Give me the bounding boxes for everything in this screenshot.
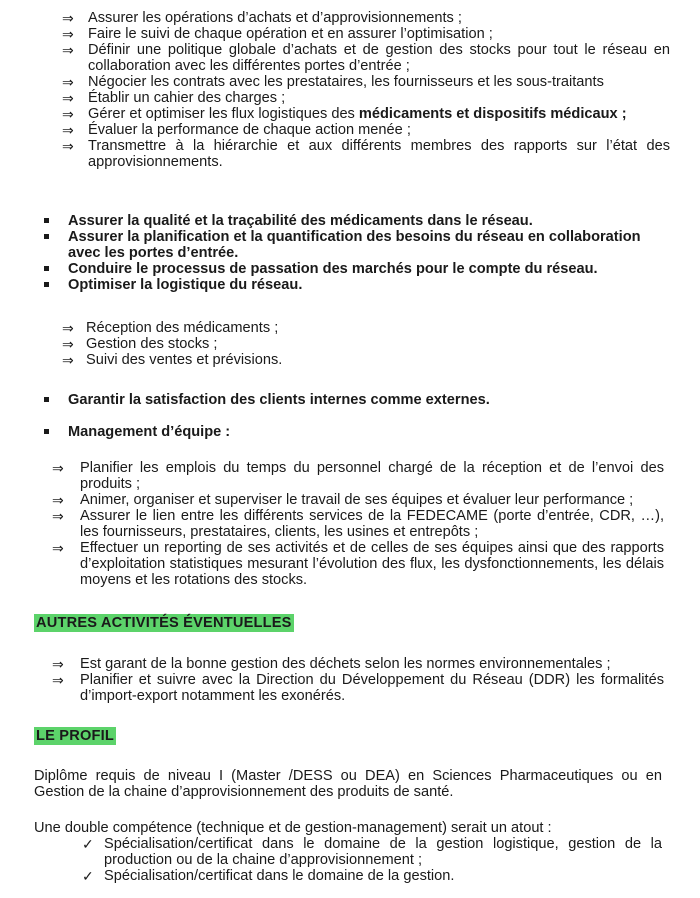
list-item: ⇒ Assurer les opérations d’achats et d’approvisionnements ; bbox=[62, 10, 462, 26]
arrow-icon: ⇒ bbox=[62, 106, 74, 122]
arrow-icon: ⇒ bbox=[52, 492, 64, 508]
bullet-item: Assurer la qualité et la traçabilité des médicaments dans le réseau. bbox=[44, 213, 670, 229]
list-item: ⇒ Gestion des stocks ; bbox=[62, 336, 218, 352]
list-item: ⇒ Animer, organiser et superviser le travail de ses équipes et évaluer leur performance ; bbox=[52, 492, 634, 508]
list-item: ⇒ Établir un cahier des charges ; bbox=[62, 90, 286, 106]
list-item: ✓ Spécialisation/certificat dans le domaine de la gestion. bbox=[82, 868, 455, 884]
list-item: ⇒ Planifier les emplois du temps du personnel chargé de la réception et de l’envoi des produits ; bbox=[52, 460, 664, 492]
arrow-icon: ⇒ bbox=[62, 336, 74, 352]
list-item: ⇒ Définir une politique globale d’achats et de gestion des stocks pour tout le réseau en collaboration avec les différentes portes d’entrée ; bbox=[62, 42, 670, 74]
arrow-icon: ⇒ bbox=[52, 508, 64, 524]
arrow-icon: ⇒ bbox=[52, 540, 64, 556]
list-item: ⇒ Négocier les contrats avec les prestataires, les fournisseurs et les sous-traitants bbox=[62, 74, 604, 90]
list-item: ⇒ Suivi des ventes et prévisions. bbox=[62, 352, 283, 368]
list-item: ✓ Spécialisation/certificat dans le domaine de la gestion logistique, gestion de la production ou de la chaine d’approvisionnement ; bbox=[82, 836, 662, 868]
list-item: ⇒ Faire le suivi de chaque opération et en assurer l’optimisation ; bbox=[62, 26, 493, 42]
list-item: ⇒ Transmettre à la hiérarchie et aux différents membres des rapports sur l’état des approvisionnements. bbox=[62, 138, 670, 170]
list-item: ⇒ Gérer et optimiser les flux logistiques des médicaments et dispositifs médicaux ; bbox=[62, 106, 627, 122]
management-bullet bbox=[44, 424, 670, 440]
profil-competence-paragraph: Une double compétence (technique et de gestion-management) serait un atout : bbox=[34, 820, 552, 836]
logistics-subtasks-list bbox=[62, 320, 562, 368]
list-item: ⇒ Est garant de la bonne gestion des déchets selon les normes environnementales ; bbox=[52, 656, 611, 672]
bullet-item: Assurer la planification et la quantification des besoins du réseau en collaboration avec les portes d’entrée. bbox=[44, 229, 670, 261]
square-bullet-icon bbox=[44, 218, 49, 223]
arrow-icon: ⇒ bbox=[52, 672, 64, 688]
checkmark-icon: ✓ bbox=[82, 836, 94, 852]
arrow-icon: ⇒ bbox=[62, 26, 74, 42]
square-bullet-icon bbox=[44, 234, 49, 239]
arrow-icon: ⇒ bbox=[62, 10, 74, 26]
arrow-icon: ⇒ bbox=[62, 352, 74, 368]
profil-diploma-paragraph: Diplôme requis de niveau I (Master /DESS ou DEA) en Sciences Pharmaceutiques ou en Gestion de la chaine d’approvisionnement des produits de santé. bbox=[34, 768, 662, 800]
team-management-list bbox=[52, 460, 664, 588]
bullet-item: Garantir la satisfaction des clients internes comme externes. bbox=[44, 392, 670, 408]
bullet-item: Management d’équipe : bbox=[44, 424, 670, 440]
list-item: ⇒ Assurer le lien entre les différents services de la FEDECAME (porte d’entrée, CDR, …), les fournisseurs, prestataires, clients, les usines et entrepôts ; bbox=[52, 508, 664, 540]
arrow-icon: ⇒ bbox=[62, 138, 74, 154]
square-bullet-icon bbox=[44, 266, 49, 271]
square-bullet-icon bbox=[44, 429, 49, 434]
specialisation-list bbox=[82, 836, 662, 884]
arrow-icon: ⇒ bbox=[62, 90, 74, 106]
main-responsibilities-list bbox=[44, 213, 670, 293]
section-title-autres-activites: AUTRES ACTIVITÉS ÉVENTUELLES bbox=[36, 615, 292, 631]
bullet-item: Conduire le processus de passation des marchés pour le compte du réseau. bbox=[44, 261, 670, 277]
square-bullet-icon bbox=[44, 397, 49, 402]
list-item: ⇒ Planifier et suivre avec la Direction du Développement du Réseau (DDR) les formalités d’import-export notamment les exonérés. bbox=[52, 672, 664, 704]
arrow-icon: ⇒ bbox=[52, 460, 64, 476]
checkmark-icon: ✓ bbox=[82, 868, 94, 884]
other-activities-list bbox=[52, 656, 664, 704]
arrow-icon: ⇒ bbox=[62, 74, 74, 90]
arrow-icon: ⇒ bbox=[62, 320, 74, 336]
section-title-profil: LE PROFIL bbox=[36, 728, 115, 744]
list-item: ⇒ Évaluer la performance de chaque action menée ; bbox=[62, 122, 411, 138]
list-item: ⇒ Réception des médicaments ; bbox=[62, 320, 279, 336]
arrow-icon: ⇒ bbox=[62, 122, 74, 138]
arrow-icon: ⇒ bbox=[62, 42, 74, 58]
arrow-icon: ⇒ bbox=[52, 656, 64, 672]
square-bullet-icon bbox=[44, 282, 49, 287]
satisfaction-bullet bbox=[44, 392, 670, 408]
procurement-tasks-list bbox=[62, 10, 670, 170]
bullet-item: Optimiser la logistique du réseau. bbox=[44, 277, 670, 293]
list-item: ⇒ Effectuer un reporting de ses activités et de celles de ses équipes ainsi que des rapports d’exploitation statistiques mesurant l’évolution des flux, les dysfonctionnements, les délais moyens et les rotations des stocks. bbox=[52, 540, 664, 588]
